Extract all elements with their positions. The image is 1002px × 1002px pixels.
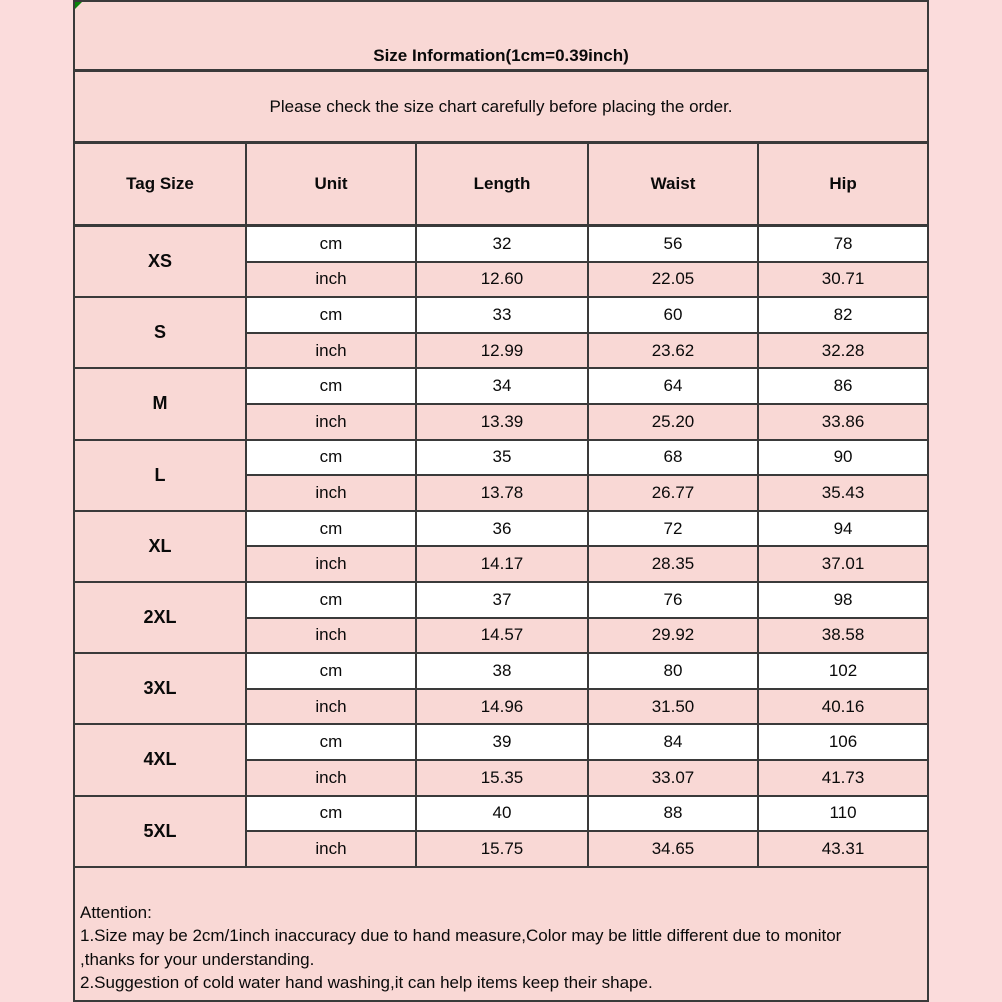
comment-corner-icon: [75, 2, 82, 9]
value-cell: 15.75: [416, 831, 588, 867]
value-cell: 40: [416, 796, 588, 832]
attention-line-3: 2.Suggestion of cold water hand washing,it can help items keep their shape.: [80, 973, 653, 993]
value-cell: 68: [588, 440, 758, 476]
value-cell: 86: [758, 368, 928, 404]
size-label-3xl: 3XL: [74, 653, 246, 724]
value-cell: 33.07: [588, 760, 758, 796]
column-header-waist: Waist: [588, 143, 758, 226]
value-cell: 80: [588, 653, 758, 689]
attention-line-2: ,thanks for your understanding.: [80, 949, 315, 969]
value-cell: 33.86: [758, 404, 928, 440]
size-label-xs: XS: [74, 226, 246, 298]
value-cell: 36: [416, 511, 588, 547]
value-cell: 13.78: [416, 475, 588, 511]
value-cell: 41.73: [758, 760, 928, 796]
value-cell: 98: [758, 582, 928, 618]
value-cell: 60: [588, 297, 758, 333]
table-row: [74, 724, 928, 760]
value-cell: 38.58: [758, 618, 928, 654]
unit-label: cm: [246, 297, 416, 333]
value-cell: 78: [758, 226, 928, 262]
value-cell: 35: [416, 440, 588, 476]
size-label-m: M: [74, 368, 246, 439]
value-cell: 32: [416, 226, 588, 262]
value-cell: 43.31: [758, 831, 928, 867]
size-label-5xl: 5XL: [74, 796, 246, 867]
value-cell: 82: [758, 297, 928, 333]
value-cell: 102: [758, 653, 928, 689]
unit-label: inch: [246, 546, 416, 582]
value-cell: 31.50: [588, 689, 758, 725]
value-cell: 38: [416, 653, 588, 689]
table-row: [74, 440, 928, 476]
value-cell: 88: [588, 796, 758, 832]
unit-label: cm: [246, 511, 416, 547]
value-cell: 25.20: [588, 404, 758, 440]
value-cell: 110: [758, 796, 928, 832]
unit-label: inch: [246, 333, 416, 369]
unit-label: inch: [246, 760, 416, 796]
value-cell: 106: [758, 724, 928, 760]
size-label-2xl: 2XL: [74, 582, 246, 653]
unit-label: inch: [246, 618, 416, 654]
value-cell: 33: [416, 297, 588, 333]
table-subtitle-row: [74, 71, 928, 143]
column-header-hip: Hip: [758, 143, 928, 226]
value-cell: 90: [758, 440, 928, 476]
value-cell: 14.96: [416, 689, 588, 725]
value-cell: 37.01: [758, 546, 928, 582]
table-row: [74, 653, 928, 689]
size-chart-table: [73, 0, 929, 1002]
attention-row: [74, 867, 928, 1001]
value-cell: 14.17: [416, 546, 588, 582]
page-subtitle: Please check the size chart carefully before placing the order.: [74, 71, 928, 143]
page-title: Size Information(1cm=0.39inch): [74, 1, 928, 71]
value-cell: 15.35: [416, 760, 588, 796]
size-label-s: S: [74, 297, 246, 368]
table-header-row: [74, 143, 928, 226]
unit-label: inch: [246, 262, 416, 298]
value-cell: 37: [416, 582, 588, 618]
table-row: [74, 796, 928, 832]
unit-label: cm: [246, 724, 416, 760]
value-cell: 64: [588, 368, 758, 404]
unit-label: cm: [246, 440, 416, 476]
value-cell: 39: [416, 724, 588, 760]
table-row: [74, 226, 928, 262]
table-row: [74, 511, 928, 547]
size-chart-sheet: [73, 0, 927, 1002]
value-cell: 30.71: [758, 262, 928, 298]
column-header-unit: Unit: [246, 143, 416, 226]
value-cell: 40.16: [758, 689, 928, 725]
value-cell: 23.62: [588, 333, 758, 369]
value-cell: 28.35: [588, 546, 758, 582]
unit-label: cm: [246, 653, 416, 689]
unit-label: cm: [246, 368, 416, 404]
value-cell: 12.60: [416, 262, 588, 298]
value-cell: 26.77: [588, 475, 758, 511]
table-title-row: [74, 1, 928, 71]
unit-label: inch: [246, 475, 416, 511]
unit-label: cm: [246, 796, 416, 832]
value-cell: 29.92: [588, 618, 758, 654]
value-cell: 56: [588, 226, 758, 262]
value-cell: 94: [758, 511, 928, 547]
column-header-tag-size: Tag Size: [74, 143, 246, 226]
size-label-l: L: [74, 440, 246, 511]
value-cell: 22.05: [588, 262, 758, 298]
value-cell: 35.43: [758, 475, 928, 511]
size-label-4xl: 4XL: [74, 724, 246, 795]
column-header-length: Length: [416, 143, 588, 226]
size-label-xl: XL: [74, 511, 246, 582]
value-cell: 84: [588, 724, 758, 760]
value-cell: 72: [588, 511, 758, 547]
unit-label: inch: [246, 404, 416, 440]
unit-label: inch: [246, 831, 416, 867]
attention-heading: Attention:: [80, 902, 152, 922]
value-cell: 34.65: [588, 831, 758, 867]
attention-line-1: 1.Size may be 2cm/1inch inaccuracy due to hand measure,Color may be little different due to monitor: [80, 926, 842, 946]
value-cell: 12.99: [416, 333, 588, 369]
unit-label: inch: [246, 689, 416, 725]
value-cell: 14.57: [416, 618, 588, 654]
value-cell: 13.39: [416, 404, 588, 440]
value-cell: 34: [416, 368, 588, 404]
table-row: [74, 582, 928, 618]
table-row: [74, 297, 928, 333]
unit-label: cm: [246, 226, 416, 262]
value-cell: 32.28: [758, 333, 928, 369]
attention-note: [74, 867, 928, 1001]
table-row: [74, 368, 928, 404]
value-cell: 76: [588, 582, 758, 618]
unit-label: cm: [246, 582, 416, 618]
